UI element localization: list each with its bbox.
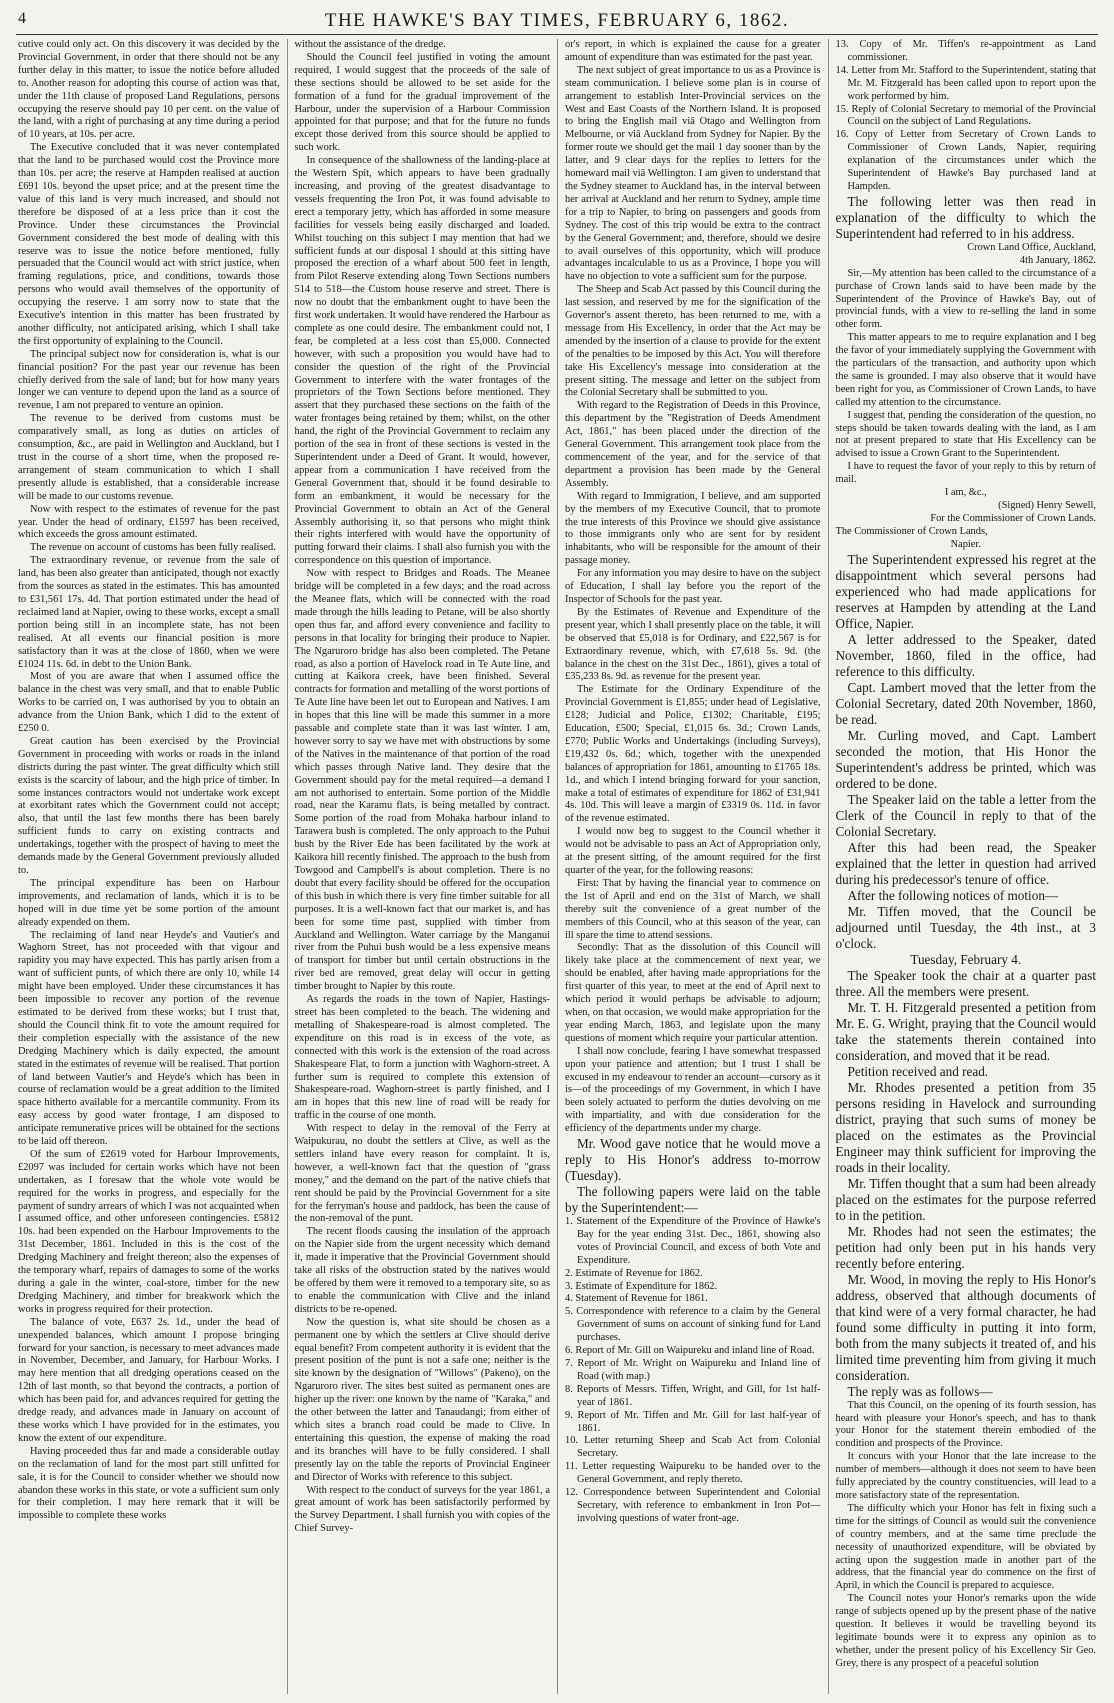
column-1 bbox=[16, 39, 287, 1694]
paragraph: The Commissioner of Crown Lands, bbox=[835, 525, 988, 537]
paragraph: 11. Letter requesting Waipureku to be handed over to the General Government, and reply thereto. bbox=[565, 1461, 821, 1486]
paragraph: 2. Estimate of Revenue for 1862. bbox=[565, 1267, 703, 1279]
paragraph: The balance of vote, £637 2s. 1d., under the head of unexpended balances, which amount I propose bringing forward for your sanction, is necessary to meet advances made in November, December, and January, for Harbour Works. I may here mention that all dredging operations ceased on the 12th of last month, so that beyond the contracts, a portion of which has been paid for, and advances required for getting the dredge ready, and advances made in January on account of these works which I have provided for in the estimates, you know the extent of our expenditure. bbox=[18, 1316, 280, 1444]
paragraph: I have to request the favor of your reply to this by return of mail. bbox=[835, 461, 1096, 486]
paragraph: The Superintendent expressed his regret at the disappointment which several persons had experienced who had made applications for reserves at Hampden by attending at the Land Office, Napier. bbox=[835, 551, 1096, 631]
paragraph: The difficulty which your Honor has felt in fixing such a time for the sittings of Council as would suit the convenience of country members, and at the same time preclude the necessity of unauthorized expenditure, will be obviated by acting upon the suggestion made in another part of the address, that the financial year do commence on the first of April, in which the Council is prepared to acquiesce. bbox=[835, 1502, 1096, 1592]
paragraph: Petition received and read. bbox=[847, 1063, 989, 1079]
paragraph: The extraordinary revenue, or revenue from the sale of land, has been also greater than anticipated, though not exactly from the sources as stated in the estimates. This has amounted to £31,561 17s. 4d. That portion estimated under the head of reclaimed land at Napier, owing to these works, except a small portion being still in an incomplete state, has not been realised. At all events our financial position is more satisfactory than it was at the close of 1860, when we were £1024 11s. 6d. in debt to the Union Bank. bbox=[18, 555, 280, 670]
paragraph: That this Council, on the opening of its fourth session, has heard with pleasure your Honor's speech, and has to thank your Honor for the statement therein embodied of the condition and prospects of the Province. bbox=[835, 1399, 1096, 1450]
paragraph: Mr. Rhodes had not seen the estimates; the petition had only been put in his hands very recently before entering. bbox=[835, 1223, 1096, 1271]
paragraph: The recent floods causing the insulation of the approach on the Napier side from the urgent necessity which demand it, made it imperative that the Provincial Government should take all risks of the obstruction stated by the natives would be offered by them were it removed to a temporary site, so as to enable the communication with Clive and the inland districts to be re-opened. bbox=[294, 1226, 550, 1315]
paragraph: 10. Letter returning Sheep and Scab Act from Colonial Secretary. bbox=[565, 1435, 821, 1460]
paragraph: The Speaker laid on the table a letter from the Clerk of the Council in reply to that of the Colonial Secretary. bbox=[835, 791, 1096, 839]
paragraph: Mr. T. H. Fitzgerald presented a petition from Mr. E. G. Wright, praying that the Council would take the statements therein contained into consideration, and moved that it be read. bbox=[835, 999, 1096, 1063]
paragraph: First: That by having the financial year to commence on the 1st of April and end on the 31st of March, we shall thereby suit the convenience of a great number of the members of this Council, who at this season of the year, can ill spare the time to attend sessions. bbox=[565, 877, 821, 941]
paragraph: 5. Correspondence with reference to a claim by the General Government of sums on account of sinking fund for Land purchases. bbox=[565, 1306, 821, 1344]
paragraph: The revenue on account of customs has been fully realised. bbox=[30, 542, 276, 554]
paragraph: 13. Copy of Mr. Tiffen's re-appointment as Land commissioner. bbox=[835, 39, 1096, 63]
paragraph: The principal subject now for consideration is, what is our financial position? For the past year our revenue has been chiefly derived from the sale of land; but for how many years longer we can venture to depend upon the land as a source of revenue, I am not prepared to venture an opinion. bbox=[18, 348, 280, 412]
paragraph: I shall now conclude, fearing I have somewhat trespassed upon your patience and attention; but I trust I shall be excused in my endeavour to render an account—cursory as it is—of the proceedings of my Government, in which I have been solely actuated to perform the duties devolving on me with impartiality, and with due consideration for the efficiency of the departments under my charge. bbox=[565, 1045, 821, 1135]
paragraph: 16. Copy of Letter from Secretary of Crown Lands to Commissioner of Crown Lands, Napier, requiring explanation of the circumstances under which the Superintendent of Hawke's Bay purchased land at Hampden. bbox=[835, 129, 1096, 192]
paragraph: Mr. Curling moved, and Capt. Lambert seconded the motion, that His Honor the Superintendent's address be printed, which was ordered to be done. bbox=[835, 727, 1096, 791]
paragraph: A letter addressed to the Speaker, dated November, 1860, filed in the office, had reference to this difficulty. bbox=[835, 631, 1096, 679]
paragraph: Sir,—My attention has been called to the circumstance of a purchase of Crown lands said to have been made by the Superintendent of the Province of Hawke's Bay, out of provincial funds, with a view to re-selling the land in some other form. bbox=[835, 267, 1096, 331]
paragraph: Now with respect to Bridges and Roads. The Meanee bridge will be completed in a few days; and the road across the Meanee flats, which will be connected with the road made through the hills leading to Petane, will be also shortly open thus far, and afford every convenience and facility to persons in that locality for bringing their produce to Napier. The Ngaruroro bridge has also been completed. The Petane road, as also a portion of Havelock road in Te Aute line, and cutting at Kaikora creek, have been finished. Several contracts for formation and metalling of the worst portions of Te Aute line have been let out to European and Natives. I am in hopes that this line will be made this summer in a more passable and complete state than it was last winter. I am, however sorry to say we have met with obstructions by some of the Natives in the maintenance of that portion of the road which passes through Native land. They desire that the Government should pay for the metal required—a demand I am not authorised to entertain. Some portion of the Middle road, near the Karamu flats, is being metalled by contract. Some portion of the road from Mohaka harbour inland to Tarawera bush is completed. The only approach to the Puhui bush by the River Ede has been facilitated by the work at Kaikora hill recently finished. The approach to the bush from Towgood and Campbell's is about completion. There is no doubt that every facility should be offered for the occupation of this bush in which there is very fine timber suitable for all purposes. It is a well-known fact that our market is, and has been for some time past, supplied with timber from Auckland and Wellington. Water carriage by the Manganui river from the Puhui bush would be a less expensive means of transport for timber but until certain obstructions in the river bed are removed, great delay will occur in getting timber brought to Napier by this route. bbox=[294, 568, 550, 993]
paragraph: Now with respect to the estimates of revenue for the past year. Under the head of ordinary, £1597 has been received, which exceeds the gross amount estimated. bbox=[18, 503, 280, 541]
paragraph: After this had been read, the Speaker explained that the letter in question had arrived during his predecessor's tenure of office. bbox=[835, 839, 1096, 887]
paragraph: After the following notices of motion— bbox=[847, 887, 1059, 903]
paragraph: Having proceeded thus far and made a considerable outlay on the reclamation of land for the most part still unfitted for sale, it is for the Council to consider whether we should now abandon these works in this state, or vote a sufficient sum only for their completion. I may here remark that it will be impossible to complete these works bbox=[18, 1445, 280, 1522]
paragraph: Great caution has been exercised by the Provincial Government in proceeding with works or roads in the inland districts during the past winter. The great difficulty which still exists is the scarcity of labour, and the high price of timber. In some instances contractors would not undertake work except at exorbitant rates which the Government could not accept; also, that until the last few months there has been barely sufficient funds to carry on existing contracts and undertakings, together with the prospect of having to meet the demands made by the General Government previously alluded to. bbox=[18, 735, 280, 876]
paragraph: This matter appears to me to require explanation and I beg the favor of your immediately supplying the Government with the particulars of the transaction, and authority upon which the same is grounded. I may also observe that it would have been right for you, as Commissioner of Crown Lands, to have called my attention to the circumstance. bbox=[835, 332, 1096, 408]
paragraph: With regard to the Registration of Deeds in this Province, this department by the "Registration of Deeds Amendment Act, 1861," has been placed under the direction of the General Government. This arrangement took place from the commencement of the year, and for the service of that department a provision has been made by the General Assembly. bbox=[565, 400, 821, 489]
paragraph: The revenue to be derived from customs must be comparatively small, as long as duties on articles of consumption, &c., are paid in Wellington and Auckland, but I trust in the course of a short time, when the proposed re-arrangement of steam communication to which I shall presently allude is established, that a considerable increase will be made to our customs revenue. bbox=[18, 413, 280, 502]
paragraph: Mr. Rhodes presented a petition from 35 persons residing in Havelock and surrounding district, praying that such sums of money be placed on the estimates as the Provincial Engineer may think sufficient for improving the roads in their locality. bbox=[835, 1079, 1096, 1175]
paragraph: The principal expenditure has been on Harbour improvements, and reclamation of lands, which it is to be hoped will in due time yet be some portion of the amount already expended on them. bbox=[18, 877, 280, 928]
paragraph: The next subject of great importance to us as a Province is steam communication. I believe some plan is in course of arrangement to establish Inter-Provincial services on the West and East Coasts of the Northern Island. It is proposed to bring the English mail viâ Otago and Wellington from Melbourne, or viâ Auckland from Sydney for Napier. By the former route we should get the mail 1 day sooner than by the latter, and 9 clear days for the replies to letters for the homeward mail viâ Wellington. I am given to understand that the Sydney steamer to Auckland has, in the interval between her arrival at Auckland and her return to Sydney, ample time for a trip to Napier, to bring on passengers and goods from Sydney. The cost of this trip would be extra to the contract by the General Government; and, therefore, should we desire to avail ourselves of this opportunity, which will produce advantages incalculable to us as a Province, I hope you will have no objection to vote a sufficient sum for the purpose. bbox=[565, 64, 821, 283]
paragraph: I am, &c., bbox=[944, 487, 987, 499]
paragraph: (Signed) Henry Sewell, bbox=[998, 500, 1096, 511]
masthead bbox=[16, 8, 1098, 35]
page-number: 4 bbox=[18, 10, 26, 27]
paragraph: The Council notes your Honor's remarks upon the wide range of subjects opened up by the present phase of the native question. It believes it would be travelling beyond its legitimate bounds were it to express any opinion as to whether, under the present policy of his Excellency Sir Geo. Grey, there is any prospect of a peaceful solution bbox=[835, 1593, 1096, 1669]
paragraph: 4th January, 1862. bbox=[1019, 254, 1096, 266]
column-4 bbox=[828, 39, 1099, 1694]
paragraph: As regards the roads in the town of Napier, Hastings-street has been completed to the beach. The widening and metalling of Shakespeare-road is almost completed. The expenditure on this road is in excess of the vote, as connected with this work is the extension of the road across Shakespeare Flat, to form a junction with Waghorn-street. A further sum is required to complete this extension of Shakespeare-road. Waghorn-street is partly finished, and I am in hopes that this new line of road will be ready for traffic in the course of one month. bbox=[294, 994, 550, 1122]
column-2 bbox=[287, 39, 558, 1694]
paragraph: Mr. Tiffen thought that a sum had been already placed on the estimates for the purpose referred to in the petition. bbox=[835, 1175, 1096, 1223]
paragraph: It concurs with your Honor that the late increase to the number of members—although it does not seem to have been fully appreciated by the country constituencies, will lead to a more satisfactory state of the representation. bbox=[835, 1451, 1096, 1501]
paragraph: Napier. bbox=[950, 538, 981, 550]
paragraph: With respect to the conduct of surveys for the year 1861, a great amount of work has been satisfactorily performed by the Survey Department. I shall furnish you with copies of the Chief Survey- bbox=[294, 1484, 550, 1535]
paragraph: Tuesday, February 4. bbox=[910, 951, 1022, 967]
paragraph: The reclaiming of land near Heyde's and Vautier's and Waghorn Street, has not proceeded with that vigour and rapidity you may have expected. This has partly arisen from a want of sufficient punts, of which there are only 10, while 14 might have been employed. Under these circumstances it has been impossible to recover any portion of the revenue estimated to be derived from these works; but I trust that, should the Council think fit to vote the amount required for their completion especially with the assistance of the new Dredging Machinery which is daily expected, the amount stated in the estimates of revenue will be realised. That portion of land between Vautier's and Heyde's which has been in course of reclamation would be a great addition to the limited space hitherto available for a mercantile community. From its easy access by good water frontage, I am disposed to anticipate remunerative prices will be obtained for the sections to be laid off thereon. bbox=[18, 929, 280, 1148]
paragraph: Secondly: That as the dissolution of this Council will likely take place at the commencement of next year, we should be enabled, after having made appropriations for the first quarter of this year, to meet at the end of April next to which period it would perhaps be advisable to adjourn; when, on that occasion, we would make appropriation for the year ending March, 1863, and legislate upon the many questions of moment which require your particular attention. bbox=[565, 942, 821, 1044]
paragraph: The Executive concluded that it was never contemplated that the land to be purchased would cost the Province more than 10s. per acre; the reserve at Hampden realised at auction £691 10s. beyond the upset price; and at the present time the value of this land is very much increased, and should not therefore be disposed of at a less price than it cost the Province. Under these circumstances the Provincial Government considered the best mode of dealing with this reserve was to issue the notice before mentioned, fully persuaded that the Council would act with strict justice, when framing regulations, price, and conditions, towards those persons who would avail themselves of the opportunity of occupying the reserve. I am sorry now to state that the Executive's intention in this matter has been frustrated by another difficulty, not anticipated arising, which I shall take the first opportunity of explaining to the Council. bbox=[18, 142, 280, 347]
paragraph: 7. Report of Mr. Wright on Waipureku and Inland line of Road (with map.) bbox=[565, 1358, 821, 1382]
paragraph: Mr. Wood gave notice that he would move a reply to His Honor's address to-morrow (Tuesday). bbox=[565, 1136, 821, 1184]
paragraph: For the Commissioner of Crown Lands. bbox=[930, 512, 1096, 524]
paragraph: 3. Estimate of Expenditure for 1862. bbox=[565, 1280, 718, 1292]
paragraph: The reply was as follows— bbox=[847, 1383, 993, 1399]
paragraph: The following papers were laid on the table by the Superintendent:— bbox=[565, 1184, 821, 1216]
paragraph: Mr. Tiffen moved, that the Council be adjourned until Tuesday, the 4th inst., at 3 o'clock. bbox=[835, 903, 1096, 951]
paragraph: In consequence of the shallowness of the landing-place at the Western Spit, which appears to have been gradually increasing, and proving of the greatest disadvantage to vessels frequenting the Iron Pot, it was found advisable to erect a temporary jetty, which has afforded in some measure facilities for vessels being easily discharged and loaded. Whilst touching on this subject I may mention that had we sufficient funds at our disposal I should at this sitting have proposed the erection of a wharf about 500 feet in length, from Pilot Reserve extending along Town Sections numbers 514 to 518—the Custom house reserve and street. There is now no doubt that the embankment ought to have been the first work undertaken. It would have rendered the Harbour as complete as one could desire. The embankment could not, I fear, be completed at a less cost than £5,000. Connected however, with such a proposition you would have had to consider the question of the right of the Provincial Government to interfere with the water frontages of the proprietors of the Town Sections before mentioned. They assert that they purchased these sections on the faith of the water frontages being retained by them; whilst, on the other hand, the right of the Provincial Government to reclaim any portion of the sea in front of these sections is vested in the Superintendent under a Deed of Grant. It would, however, appear from a communication I have received from the General Government that, should it be found desirable to form an embankment, it would be necessary for the Provincial Government to obtain an Act of the General Assembly authorising it, so that persons who might think their rights interfered with would have the opportunity of putting forward their claims. I shall also furnish you with the correspondence on this question of importance. bbox=[294, 155, 550, 567]
paragraph: Should the Council feel justified in voting the amount required, I would suggest that the proceeds of the sale of these sections should be allowed to be set aside for the formation of a fund for the gradual improvement of the Harbour, under the supervision of a Harbour Commission appointed for that purpose; and that for the future no funds except those derived from this source should be applied to such work. bbox=[294, 51, 550, 154]
paragraph: Now the question is, what site should be chosen as a permanent one by which the settlers at Clive should derive equal benefit? From competent authority it is evident that the present position of the punt is not a safe one; neither is the site known by the designation of "Willows" (Pakeno), on the Ngaruroro river. The sites best suited as permanent ones are higher up the river: one known by the name of "Karaka," and the other between the latter and Tanaudangi; from either of which sites a branch road could be made to Clive. In entertaining this question, the expense of making the road and its branches will have to be fully considered. I shall presently lay on the table the reports of Provincial Engineer and Director of Works with reference to this subject. bbox=[294, 1316, 550, 1483]
masthead-title: THE HAWKE'S BAY TIMES, FEBRUARY 6, 1862. bbox=[324, 10, 790, 31]
paragraph: 8. Reports of Messrs. Tiffen, Wright, and Gill, for 1st half-year of 1861. bbox=[565, 1383, 821, 1408]
paragraph: without the assistance of the dredge. bbox=[294, 39, 446, 50]
paragraph: 15. Reply of Colonial Secretary to memorial of the Provincial Council on the subject of Land Regulations. bbox=[835, 103, 1096, 128]
paragraph: 14. Letter from Mr. Stafford to the Superintendent, stating that Mr. M. Fitzgerald has been called upon to report upon the work performed by him. bbox=[835, 64, 1096, 102]
paragraph: The Sheep and Scab Act passed by this Council during the last session, and reserved by me for the signification of the Governor's assent thereto, has been returned to me, with a message from His Excellency, in order that the Act may be amended by the insertion of a clause to provide for the extent of the penalties to be imposed by this Act. You will therefore take His Excellency's message into consideration at the present sitting. The message and letter on the subject from the Colonial Secretary shall be submitted to you. bbox=[565, 284, 821, 399]
paragraph: With respect to delay in the removal of the Ferry at Waipukurau, no doubt the settlers at Clive, as well as the settlers inland have every reason for complaint. It is, however, a well-known fact that the question of "grass money," and the demand on the part of the native chiefs that rent should be paid by the Provincial Government for a site for the ferryman's house and paddock, has been the cause of the non-removal of the punt. bbox=[294, 1123, 550, 1225]
column-3 bbox=[557, 39, 828, 1694]
paragraph: Of the sum of £2619 voted for Harbour Improvements, £2097 was included for certain works which have not been undertaken, as I foresaw that the whole vote would be required for the works in progress, and especially for the payment of sundry arrears of which I was not acquainted when I assumed office, and other unforeseen contingencies. £5812 10s. had been expended on the Harbour Improvements to the 31st December, 1861. Included in this is the cost of the Dredging Machinery and freight thereon; also the expenses of the temporary wharf, repairs of damages to some of the works during a gale in the winter, coal-store, timber for the new Dredging Machinery, and timber for breakwork which the works in progress required for their protection. bbox=[18, 1148, 280, 1315]
paragraph: The following letter was then read in explanation of the difficulty to which the Superintendent had referred to in his address. bbox=[835, 193, 1096, 241]
paragraph: For any information you may desire to have on the subject of Education, I shall lay before you the report of the Inspector of Schools for the past year. bbox=[565, 568, 821, 605]
paragraph: 1. Statement of the Expenditure of the Province of Hawke's Bay for the year ending 31st. Dec., 1861, showing also votes of Provincial Council, and excess of both Vote and Expenditure. bbox=[565, 1216, 821, 1266]
paragraph: The Estimate for the Ordinary Expenditure of the Provincial Government is £1,855; under head of Legislative, £128; Judicial and Police, £1302; Charitable, £195; Education, £500; Special, £1,015 6s. 3d.; Crown Lands, £770; Public Works and Undertakings (including Surveys), £19,432 0s. 6d.; which, together with the unexpended balances of appropriation for 1861, amounting to £1765 18s. 1d., and which I intend bringing forward for your sanction, make a total of estimates of expenditure for 1862 of £31,941 4s. 10d. This will leave a margin of £3319 0s. 11d. in favor of the revenue estimated. bbox=[565, 684, 821, 825]
paragraph: By the Estimates of Revenue and Expenditure of the present year, which I shall presently place on the table, it will be observed that £5,018 is for Ordinary, and £22,567 is for Extraordinary revenue, which, with £7,618 5s. 9d. (the balance in the chest on the 31st Dec., 1861), gives a total of £35,233 8s. 9d. as revenue for the present year. bbox=[565, 606, 821, 683]
paragraph: or's report, in which is explained the cause for a greater amount of expenditure than was estimated for the past year. bbox=[565, 39, 821, 63]
paragraph: I suggest that, pending the consideration of the question, no steps should be taken towards dealing with the land, as I am not at present prepared to state that His Excellency can be advised to issue a Crown Grant to the Superintendent. bbox=[835, 409, 1096, 460]
paragraph: 9. Report of Mr. Tiffen and Mr. Gill for last half-year of 1861. bbox=[565, 1409, 821, 1434]
paragraph: 4. Statement of Revenue for 1861. bbox=[565, 1293, 708, 1305]
article-columns bbox=[16, 39, 1098, 1694]
paragraph: With regard to Immigration, I believe, and am supported by the members of my Executive Council, that to promote the true interests of this Province we should give assistance to those immigrants only who are sent for by resident inhabitants, who will be responsible for the amount of their passage money. bbox=[565, 490, 821, 567]
paragraph: 6. Report of Mr. Gill on Waipureku and inland line of Road. bbox=[565, 1345, 815, 1357]
paragraph: Mr. Wood, in moving the reply to His Honor's address, observed that although documents of that kind were of a very formal character, he had found some difficulty in putting it into form, both from the many subjects it treated of, and his limited time preventing him from giving it much consideration. bbox=[835, 1271, 1096, 1383]
paragraph: 12. Correspondence between Superintendent and Colonial Secretary, with reference to embankment in Iron Pot—involving questions of water front-age. bbox=[565, 1487, 821, 1524]
paragraph: I would now beg to suggest to the Council whether it would not be advisable to pass an Act of Appropriation only, at the present sitting, of the amount required for the first quarter of the year, for the following reasons: bbox=[565, 826, 821, 876]
paragraph: The Speaker took the chair at a quarter past three. All the members were present. bbox=[835, 967, 1096, 999]
paragraph: cutive could only act. On this discovery it was decided by the Provincial Government, in order that there should not be any further delay in this matter, to issue the notice before alluded to. Another reason for adopting this course of action was that, under the 11th clause of proposed Land Regulations, persons occupying the reserve should pay 10 per cent. on the value of the land, with a right of purchasing at any time during a period of 10 years, at 10s. per acre. bbox=[18, 39, 280, 141]
paragraph: Crown Land Office, Auckland, bbox=[967, 241, 1096, 253]
paragraph: Most of you are aware that when I assumed office the balance in the chest was very small, and that to enable Public Works to be carried on, I was authorised by you to obtain an advance from the Union Bank, which I did to the extent of £250 0. bbox=[18, 671, 280, 735]
paragraph: Capt. Lambert moved that the letter from the Colonial Secretary, dated 20th November, 1860, be read. bbox=[835, 679, 1096, 727]
